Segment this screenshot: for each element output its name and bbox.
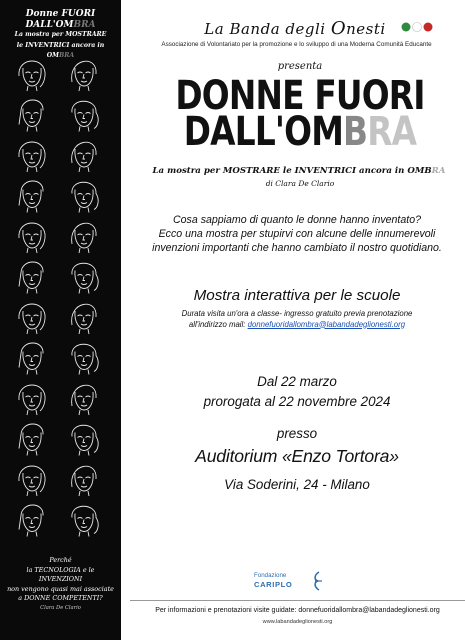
portrait-sketch [19,142,45,172]
cariplo-mark-icon [310,570,324,592]
portrait-sketch [72,425,98,455]
footer-website: www.labandadeglionesti.org [262,619,333,625]
title-line-1: DONNE FUORI [175,73,425,119]
organization-logo [140,18,450,39]
schools-heading: Mostra interattiva per le scuole [193,287,401,304]
venue-name: Auditorium «Enzo Tortora» [195,446,399,466]
author-credit: di Clara De Clario [265,179,335,188]
portrait-sketch [72,506,98,536]
sponsor-logo [254,570,364,594]
footer-contact-info: Per informazioni e prenotazioni visite guidate: donnefuoridallombra@labandadeglionesti.org [155,607,440,614]
portrait-sketch [72,182,98,212]
booking-line: all'indirizzo mail: donnefuoridallombra@labandadeglionesti.org [188,319,406,329]
intro-paragraph [134,213,460,255]
start-date: Dal 22 marzo [257,374,337,389]
portrait-sketch [19,304,45,334]
footer-divider [130,600,465,601]
strip-subtitle-2: le INVENTRICI ancora in OMBRA [16,41,105,59]
visit-duration-text: Durata visita un'ora a classe- ingresso gratuito previa prenotazione [181,309,413,318]
exhibition-dates [134,372,460,412]
intro-line: Cosa sappiamo di quanto le donne hanno inventato? [173,214,421,226]
portrait-sketch [19,61,45,91]
portrait-sketch [19,466,45,496]
portrait-sketch [72,61,96,91]
title-line-2: DALL'OMBRA [183,109,417,155]
strip-footer-line: Perché [49,556,72,564]
presents-label: presenta [277,61,323,72]
portrait-sketch [72,223,96,253]
strip-title: Donne FUORI DALL'OMBRA [25,9,96,30]
strip-subtitle-1: La mostra per MOSTRARE [14,31,107,38]
portrait-sketch [72,304,96,334]
portrait-sketch [72,466,96,496]
portrait-sketch [19,262,43,294]
portrait-sketch [19,343,43,375]
intro-line: invenzioni importanti che hanno cambiato il nostro quotidiano. [152,242,442,254]
intro-line: Ecco una mostra per stupirvi con alcune delle innumerevoli [158,228,436,240]
strip-signature: Clara De Clario [40,604,81,611]
portrait-sketch [72,101,98,131]
exhibition-title [169,73,431,155]
sponsor-label: Fondazione [254,572,287,579]
portrait-sketch [72,385,96,415]
exhibition-subtitle: La mostra per MOSTRARE le INVENTRICI ancora in OMBRA [152,166,446,176]
strip-footer-line: non vengono quasi mai associate [7,584,114,593]
strip-footer-line: la TECNOLOGIA e le INVENZIONI [26,565,95,584]
portrait-sketch [19,181,43,213]
visit-details [134,309,460,330]
venue-address: Via Soderini, 24 - Milano [224,477,370,492]
sponsor-name: CARIPLO [254,580,293,589]
extended-date: prorogata al 22 novembre 2024 [203,394,391,409]
strip-footer-line: a DONNE COMPETENTI? [18,594,103,603]
booking-email-link[interactable]: donnefuoridallombra@labandadeglionesti.org [247,319,406,329]
italian-flag-icon [400,21,434,33]
association-description: Associazione di Volontariato per la promozione e lo sviluppo di una Moderna Comunità Educante [161,41,432,48]
portrait-sketch [19,385,45,415]
left-sidebar-strip [0,0,121,640]
portrait-sketch [72,263,98,293]
portrait-sketch [19,505,43,537]
portrait-sketch [19,424,43,456]
portrait-sketch [19,100,43,132]
women-portraits-illustration [4,52,117,544]
portrait-sketch [72,344,98,374]
strip-footer [4,556,117,614]
portrait-sketch [72,142,96,172]
portrait-sketch [19,223,45,253]
venue-preposition: presso [276,426,318,441]
logo-text: La Banda degli Onesti [204,18,386,39]
